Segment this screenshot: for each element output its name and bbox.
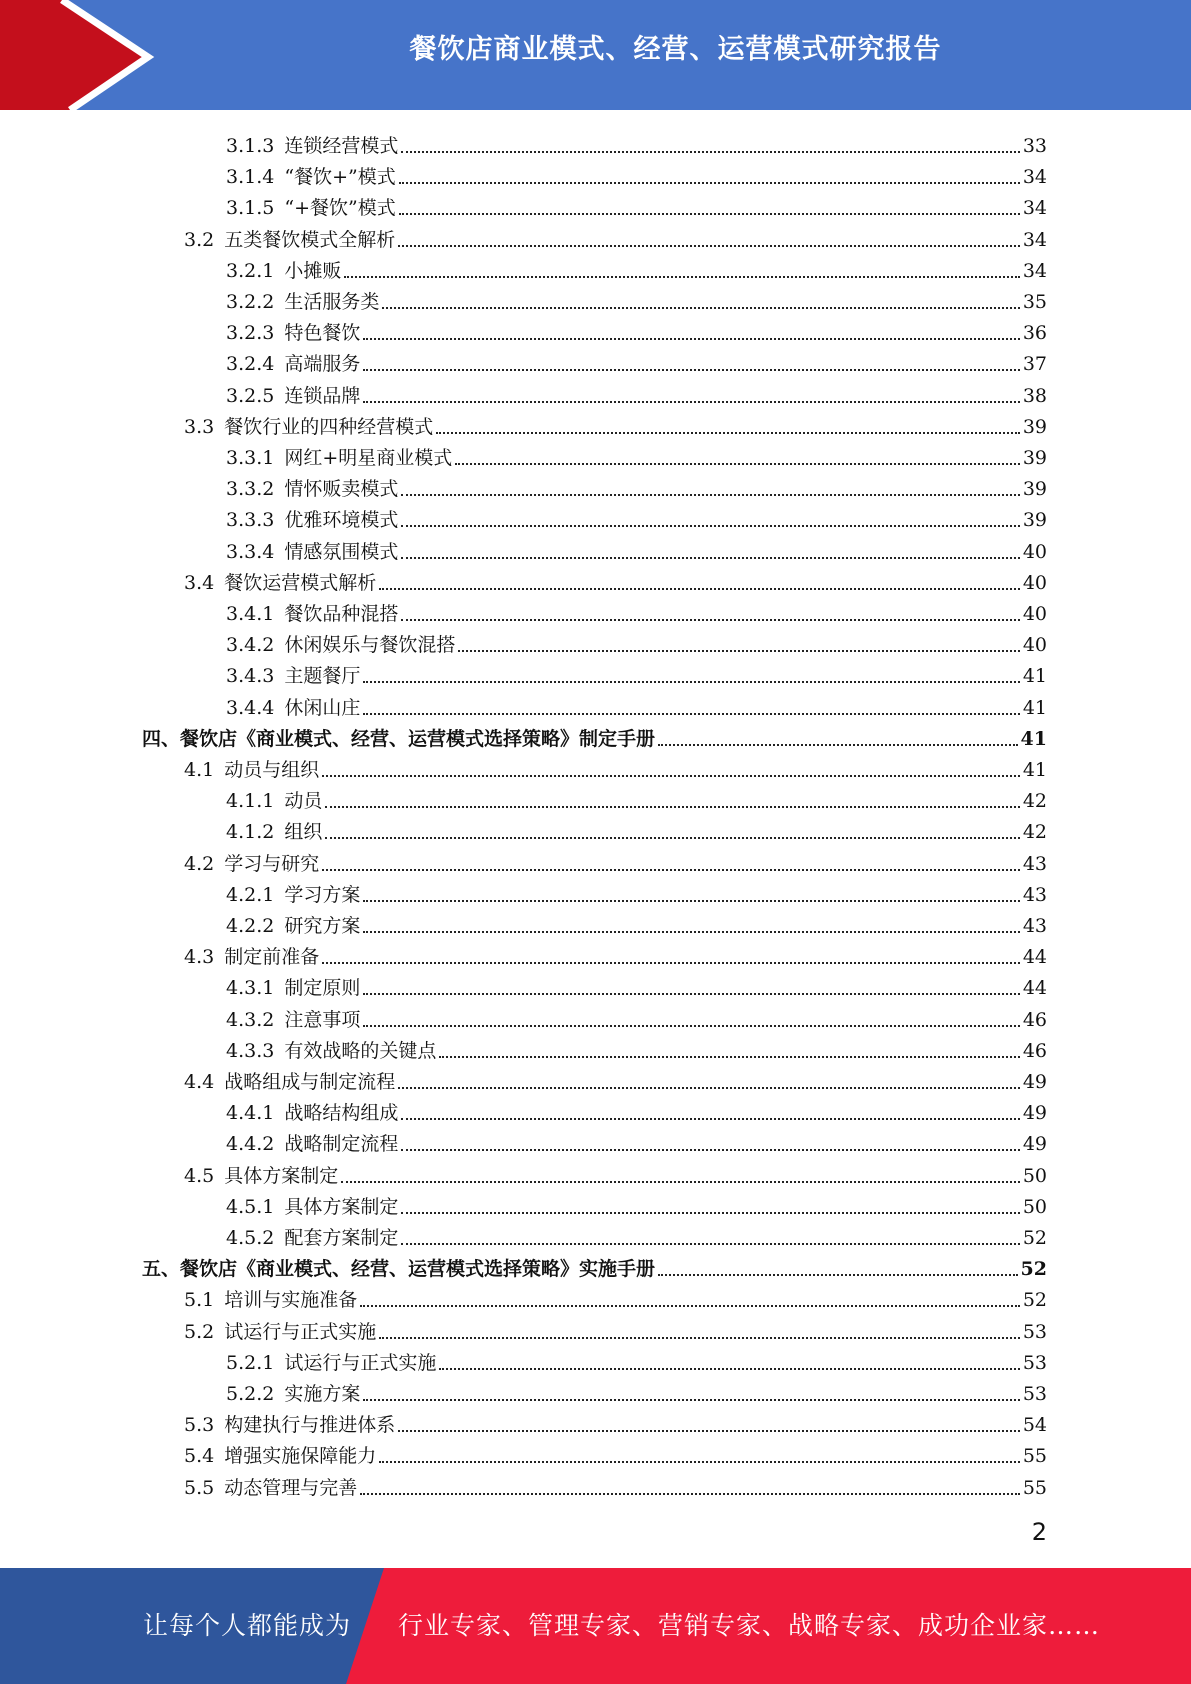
toc-entry[interactable] [184, 1469, 1047, 1500]
toc-entry-title: 制定原则 [284, 977, 361, 1000]
toc-entry[interactable] [226, 189, 1047, 220]
footer-slogan-left: 让每个人都能成为 [143, 1611, 352, 1640]
toc-entry-page: 55 [1022, 1445, 1047, 1468]
toc-entry-page: 44 [1022, 977, 1047, 1000]
toc-entry-page: 39 [1022, 415, 1047, 438]
toc-dot-leader [325, 806, 1019, 808]
toc-entry-title: 餐饮店《商业模式、经营、运营模式选择策略》制定手册 [180, 727, 656, 750]
toc-dot-leader [360, 1305, 1020, 1307]
toc-entry-title: 高端服务 [284, 353, 361, 376]
toc-entry-number: 4.3 [184, 946, 215, 969]
toc-entry-page: 52 [1022, 1227, 1047, 1249]
page-header [0, 0, 1191, 110]
toc-entry-page: 35 [1022, 291, 1047, 313]
toc-entry[interactable] [226, 657, 1047, 688]
toc-entry-number: 3.3 [184, 415, 215, 438]
toc-entry-number: 3.4.3 [226, 665, 275, 688]
toc-dot-leader [363, 369, 1019, 371]
toc-entry[interactable] [226, 1032, 1047, 1063]
toc-dot-leader [363, 681, 1019, 683]
toc-entry-page: 42 [1022, 790, 1047, 813]
toc-entry-title: 构建执行与推进体系 [224, 1414, 396, 1437]
toc-entry-number: 3.3.4 [226, 540, 275, 563]
toc-entry[interactable] [226, 158, 1047, 189]
toc-entry-number: 5.4 [184, 1445, 215, 1468]
toc-dot-leader [401, 151, 1019, 153]
toc-entry[interactable] [226, 501, 1047, 532]
toc-entry-page: 54 [1022, 1414, 1047, 1437]
toc-entry-page: 44 [1022, 946, 1047, 969]
toc-entry-number: 四、 [142, 727, 181, 750]
toc-dot-leader [399, 213, 1020, 215]
toc-dot-leader [401, 1118, 1019, 1120]
toc-entry-title: 小摊贩 [284, 259, 342, 282]
toc-entry[interactable] [184, 1281, 1047, 1312]
toc-entry-number: 3.4.1 [226, 603, 275, 625]
toc-entry-page: 46 [1022, 1008, 1047, 1031]
toc-entry-title: 连锁经营模式 [284, 135, 399, 157]
toc-entry-number: 5.2 [184, 1320, 215, 1343]
toc-entry-page: 39 [1022, 478, 1047, 501]
toc-entry-number: 5.3 [184, 1414, 215, 1437]
toc-entry-title: 餐饮店《商业模式、经营、运营模式选择策略》实施手册 [180, 1258, 656, 1281]
toc-entry-title: 动员与组织 [224, 759, 320, 781]
toc-entry[interactable] [226, 876, 1047, 907]
toc-dot-leader [398, 1087, 1020, 1089]
toc-entry[interactable] [226, 969, 1047, 1000]
toc-entry-number: 3.2 [184, 228, 215, 251]
toc-entry-number: 3.2.3 [226, 322, 275, 345]
toc-entry[interactable] [184, 1406, 1047, 1437]
toc-entry-number: 5.2.1 [226, 1351, 275, 1374]
toc-entry-page: 46 [1022, 1039, 1047, 1062]
toc-entry-page: 34 [1022, 228, 1047, 251]
toc-entry-number: 4.1.1 [226, 790, 275, 813]
toc-entry-title: 增强实施保障能力 [224, 1445, 377, 1468]
toc-entry[interactable] [184, 1063, 1047, 1094]
toc-entry-page: 34 [1022, 259, 1047, 282]
toc-entry-page: 42 [1022, 821, 1047, 844]
toc-entry-title: 研究方案 [284, 915, 361, 937]
toc-entry[interactable] [226, 626, 1047, 657]
toc-entry-page: 39 [1022, 447, 1047, 469]
toc-entry[interactable] [184, 751, 1047, 782]
toc-entry-title: 餐饮品种混搭 [284, 603, 399, 625]
toc-dot-leader [322, 775, 1020, 777]
toc-dot-leader [344, 276, 1019, 278]
toc-entry-title: 有效战略的关键点 [284, 1039, 437, 1062]
toc-entry-number: 4.2.2 [226, 915, 275, 937]
toc-entry-number: 3.4.4 [226, 696, 275, 719]
toc-entry-page: 43 [1022, 883, 1047, 906]
toc-entry[interactable] [184, 845, 1047, 876]
toc-entry[interactable] [226, 1375, 1047, 1406]
toc-dot-leader [458, 650, 1019, 652]
toc-entry-number: 4.1.2 [226, 821, 275, 844]
toc-entry[interactable] [226, 595, 1047, 626]
toc-entry[interactable] [226, 283, 1047, 314]
toc-entry-title: 战略组成与制定流程 [224, 1071, 396, 1093]
toc-entry-title: 组织 [284, 821, 323, 844]
toc-entry-page: 49 [1022, 1071, 1047, 1093]
toc-entry-number: 3.1.5 [226, 197, 275, 220]
toc-entry-title: 生活服务类 [284, 291, 380, 313]
toc-dot-leader [401, 1149, 1019, 1151]
toc-entry-number: 3.3.3 [226, 509, 275, 532]
toc-entry-title: 实施方案 [284, 1383, 361, 1405]
toc-dot-leader [455, 463, 1020, 465]
toc-entry-number: 4.3.2 [226, 1008, 275, 1031]
toc-entry-number: 4.2 [184, 852, 215, 875]
toc-entry-number: 3.2.4 [226, 353, 275, 376]
toc-entry[interactable] [226, 470, 1047, 501]
toc-entry-number: 5.5 [184, 1476, 215, 1499]
toc-entry-title: 战略制定流程 [284, 1133, 399, 1156]
toc-entry-page: 34 [1022, 197, 1047, 220]
toc-entry-title: 试运行与正式实施 [284, 1351, 437, 1374]
toc-entry-number: 4.4.2 [226, 1133, 275, 1156]
toc-entry-page: 41 [1020, 727, 1047, 750]
toc-entry-page: 38 [1022, 384, 1047, 407]
toc-entry[interactable] [184, 221, 1047, 252]
toc-dot-leader [382, 307, 1019, 309]
toc-dot-leader [439, 1056, 1019, 1058]
toc-entry-title: 配套方案制定 [284, 1227, 399, 1249]
toc-entry-title: “+餐饮”模式 [284, 197, 396, 220]
toc-entry-title: 连锁品牌 [284, 384, 361, 407]
toc-entry[interactable] [184, 1437, 1047, 1468]
toc-entry-title: 情怀贩卖模式 [284, 478, 399, 501]
toc-entry[interactable] [226, 377, 1047, 408]
toc-entry-number: 4.3.1 [226, 977, 275, 1000]
toc-entry-title: 注意事项 [284, 1008, 361, 1031]
toc-entry-number: 4.1 [184, 759, 215, 781]
toc-entry-page: 52 [1022, 1289, 1047, 1312]
toc-entry-number: 4.5 [184, 1164, 215, 1187]
toc-entry-title: 制定前准备 [224, 946, 320, 969]
toc-entry[interactable] [226, 127, 1047, 158]
toc-entry-title: 休闲山庄 [284, 696, 361, 719]
toc-entry-number: 5.2.2 [226, 1383, 275, 1405]
toc-entry-number: 4.2.1 [226, 883, 275, 906]
toc-dot-leader [363, 401, 1019, 403]
toc-entry-title: 具体方案制定 [224, 1164, 339, 1187]
toc-entry-title: 具体方案制定 [284, 1195, 399, 1218]
toc-entry-number: 3.1.3 [226, 135, 275, 157]
toc-dot-leader [325, 837, 1019, 839]
toc-entry-page: 43 [1022, 915, 1047, 937]
toc-entry-page: 52 [1020, 1258, 1047, 1281]
toc-entry[interactable] [142, 1250, 1047, 1281]
toc-entry-page: 37 [1022, 353, 1047, 376]
toc-entry[interactable] [184, 408, 1047, 439]
toc-entry-title: 优雅环境模式 [284, 509, 399, 532]
toc-entry[interactable] [226, 1001, 1047, 1032]
toc-entry[interactable] [142, 720, 1047, 751]
toc-entry[interactable] [184, 1157, 1047, 1188]
toc-entry-title: 试运行与正式实施 [224, 1320, 377, 1343]
toc-dot-leader [401, 1212, 1019, 1214]
toc-entry[interactable] [226, 1219, 1047, 1250]
toc-dot-leader [658, 1274, 1018, 1276]
toc-dot-leader [401, 525, 1019, 527]
toc-dot-leader [363, 931, 1019, 933]
toc-entry-title: 网红+明星商业模式 [284, 447, 453, 469]
toc-entry-page: 50 [1022, 1164, 1047, 1187]
toc-dot-leader [401, 1243, 1019, 1245]
toc-dot-leader [379, 1461, 1020, 1463]
toc-entry-number: 3.4.2 [226, 634, 275, 657]
toc-entry-page: 41 [1022, 696, 1047, 719]
toc-entry-page: 36 [1022, 322, 1047, 345]
toc-entry[interactable] [226, 314, 1047, 345]
toc-dot-leader [341, 1181, 1020, 1183]
toc-entry-title: 动态管理与完善 [224, 1476, 358, 1499]
toc-entry[interactable] [184, 1313, 1047, 1344]
toc-dot-leader [363, 713, 1019, 715]
toc-dot-leader [363, 338, 1019, 340]
toc-entry-page: 39 [1022, 509, 1047, 532]
toc-entry-title: 特色餐饮 [284, 322, 361, 345]
toc-entry-page: 53 [1022, 1383, 1047, 1405]
toc-entry-title: “餐饮+”模式 [284, 166, 396, 189]
toc-dot-leader [363, 1025, 1019, 1027]
toc-dot-leader [322, 962, 1020, 964]
toc-entry-number: 3.2.5 [226, 384, 275, 407]
toc-entry-title: 培训与实施准备 [224, 1289, 358, 1312]
toc-entry-number: 5.1 [184, 1289, 215, 1312]
toc-dot-leader [398, 1430, 1020, 1432]
toc-dot-leader [401, 557, 1019, 559]
page-number: 2 [1031, 1518, 1047, 1546]
footer-slogan-right: 行业专家、管理专家、营销专家、战略专家、成功企业家…… [398, 1611, 1101, 1640]
toc-dot-leader [399, 182, 1020, 184]
toc-entry-number: 4.4.1 [226, 1102, 275, 1125]
toc-entry[interactable] [226, 345, 1047, 376]
toc-entry-page: 41 [1022, 665, 1047, 688]
toc-entry-number: 4.3.3 [226, 1039, 275, 1062]
toc-entry[interactable] [226, 1188, 1047, 1219]
toc-entry-page: 43 [1022, 852, 1047, 875]
toc-dot-leader [658, 744, 1018, 746]
toc-dot-leader [379, 1337, 1020, 1339]
toc-dot-leader [436, 432, 1020, 434]
toc-entry[interactable] [226, 782, 1047, 813]
toc-entry-title: 战略结构组成 [284, 1102, 399, 1125]
toc-dot-leader [363, 993, 1019, 995]
toc-entry-number: 五、 [142, 1258, 181, 1281]
toc-entry-page: 40 [1022, 634, 1047, 657]
toc-entry[interactable] [184, 938, 1047, 969]
toc-dot-leader [401, 619, 1019, 621]
toc-entry-title: 休闲娱乐与餐饮混搭 [284, 634, 456, 657]
toc-entry-page: 41 [1022, 759, 1047, 781]
toc-entry-page: 53 [1022, 1351, 1047, 1374]
toc-entry-page: 50 [1022, 1195, 1047, 1218]
toc-entry[interactable] [226, 533, 1047, 564]
toc-entry-title: 五类餐饮模式全解析 [224, 228, 396, 251]
toc-entry[interactable] [226, 252, 1047, 283]
toc-entry-number: 3.3.2 [226, 478, 275, 501]
toc-entry-page: 40 [1022, 571, 1047, 594]
toc-dot-leader [439, 1368, 1019, 1370]
toc-entry[interactable] [226, 439, 1047, 470]
toc-entry-title: 餐饮行业的四种经营模式 [224, 415, 434, 438]
report-title: 餐饮店商业模式、经营、运营模式研究报告 [409, 34, 942, 65]
toc-entry-title: 学习与研究 [224, 852, 320, 875]
toc-entry-page: 40 [1022, 603, 1047, 625]
toc-entry-page: 40 [1022, 540, 1047, 563]
toc-entry[interactable] [226, 1094, 1047, 1125]
toc-entry-number: 4.5.1 [226, 1195, 275, 1218]
toc-entry[interactable] [226, 813, 1047, 844]
toc-entry-number: 3.1.4 [226, 166, 275, 189]
toc-dot-leader [363, 1399, 1019, 1401]
toc-dot-leader [398, 245, 1020, 247]
toc-entry-number: 3.2.1 [226, 259, 275, 282]
page-footer [0, 1568, 1191, 1684]
toc-entry[interactable] [226, 1344, 1047, 1375]
toc-entry-page: 55 [1022, 1476, 1047, 1499]
toc-entry-page: 34 [1022, 166, 1047, 189]
toc-entry-title: 学习方案 [284, 883, 361, 906]
toc-dot-leader [401, 494, 1019, 496]
toc-entry-number: 3.3.1 [226, 447, 275, 469]
toc-entry[interactable] [184, 564, 1047, 595]
toc-dot-leader [379, 588, 1020, 590]
toc-entry-page: 53 [1022, 1320, 1047, 1343]
toc-entry-number: 4.5.2 [226, 1227, 275, 1249]
toc-entry-page: 49 [1022, 1102, 1047, 1125]
toc-entry-page: 49 [1022, 1133, 1047, 1156]
toc-dot-leader [360, 1493, 1020, 1495]
toc-entry-title: 餐饮运营模式解析 [224, 571, 377, 594]
toc-dot-leader [363, 900, 1019, 902]
toc-entry-number: 3.2.2 [226, 291, 275, 313]
toc-entry-title: 主题餐厅 [284, 665, 361, 688]
toc-entry-number: 3.4 [184, 571, 215, 594]
toc-entry[interactable] [226, 1125, 1047, 1156]
toc-entry-page: 33 [1022, 135, 1047, 157]
toc-entry[interactable] [226, 689, 1047, 720]
toc-entry[interactable] [226, 907, 1047, 938]
toc-entry-number: 4.4 [184, 1071, 215, 1093]
toc-dot-leader [322, 869, 1020, 871]
toc-entry-title: 动员 [284, 790, 323, 813]
toc-entry-title: 情感氛围模式 [284, 540, 399, 563]
